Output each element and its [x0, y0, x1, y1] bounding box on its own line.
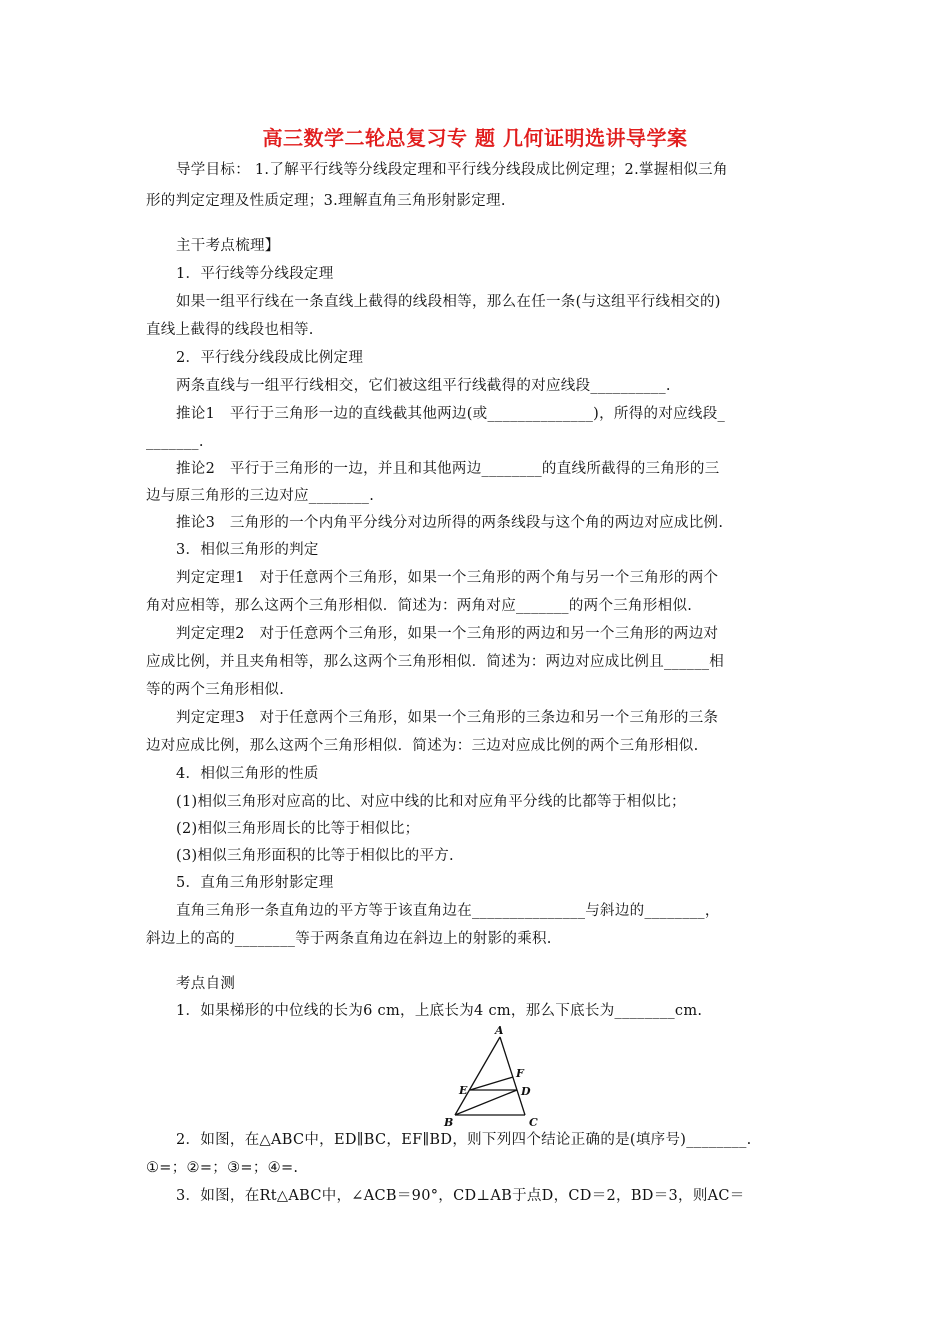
text-line: 如果一组平行线在一条直线上截得的线段相等，那么在任一条(与这组平行线相交的): [176, 294, 721, 310]
text-line: 直线上截得的线段也相等.: [146, 322, 314, 338]
text-line: _______.: [146, 434, 204, 450]
text-line: 3．相似三角形的判定: [176, 542, 319, 558]
text-line: 推论2 平行于三角形的一边，并且和其他两边________的直线所截得的三角形的三: [176, 461, 720, 477]
text-line: 形的判定定理及性质定理；3.理解直角三角形射影定理.: [146, 193, 506, 209]
text-line: 应成比例，并且夹角相等，那么这两个三角形相似．简述为：两边对应成比例且______相: [146, 654, 725, 670]
label-d: D: [521, 1085, 531, 1098]
text-line: 等的两个三角形相似.: [146, 682, 285, 698]
section-heading: 考点自测: [176, 976, 236, 992]
text-line: (3)相似三角形面积的比等于相似比的平方.: [176, 848, 454, 864]
text-line: 4．相似三角形的性质: [176, 766, 319, 782]
question-2-options: ①=；②=；③=；④=.: [146, 1160, 299, 1176]
text-line: 推论3 三角形的一个内角平分线分对边所得的两条线段与这个角的两边对应成比例.: [176, 515, 724, 531]
text-line: 两条直线与一组平行线相交，它们被这组平行线截得的对应线段__________.: [176, 378, 671, 394]
question-2: 2．如图，在△ABC中，ED∥BC，EF∥BD，则下列四个结论正确的是(填序号)________.: [176, 1132, 752, 1148]
text-line: 5．直角三角形射影定理: [176, 875, 334, 891]
label-b: B: [444, 1116, 454, 1129]
text-line: 1．平行线等分线段定理: [176, 266, 334, 282]
text-line: 2．平行线分线段成比例定理: [176, 350, 364, 366]
text-line: 导学目标： 1.了解平行线等分线段定理和平行线分线段成比例定理；2.掌握相似三角: [176, 162, 728, 178]
label-c: C: [529, 1116, 538, 1129]
text-line: 推论1 平行于三角形一边的直线截其他两边(或______________)，所得的对应线段_: [176, 406, 726, 422]
text-line: 判定定理3 对于任意两个三角形，如果一个三角形的三条边和另一个三角形的三条: [176, 710, 719, 726]
text-line: 直角三角形一条直角边的平方等于该直角边在_______________与斜边的________，: [176, 903, 720, 919]
text-line: (2)相似三角形周长的比等于相似比；: [176, 821, 420, 837]
triangle-figure: [436, 1024, 552, 1130]
label-a: A: [495, 1024, 504, 1037]
text-line: 边对应成比例，那么这两个三角形相似．简述为：三边对应成比例的两个三角形相似.: [146, 738, 699, 754]
page-title: 高三数学二轮总复习专 题 几何证明选讲导学案: [262, 126, 688, 150]
section-heading: 主干考点梳理】: [176, 238, 280, 254]
question-3: 3．如图，在Rt△ABC中，∠ACB＝90°，CD⊥AB于点D，CD＝2，BD＝3，则AC＝: [176, 1188, 745, 1204]
text-line: 判定定理1 对于任意两个三角形，如果一个三角形的两个角与另一个三角形的两个: [176, 570, 719, 586]
text-line: 斜边上的高的________等于两条直角边在斜边上的射影的乘积.: [146, 931, 552, 947]
label-f: F: [516, 1067, 524, 1080]
label-e: E: [459, 1084, 468, 1097]
text-line: (1)相似三角形对应高的比、对应中线的比和对应角平分线的比都等于相似比；: [176, 794, 686, 810]
text-line: 边与原三角形的三边对应________.: [146, 488, 375, 504]
text-line: 判定定理2 对于任意两个三角形，如果一个三角形的两边和另一个三角形的两边对: [176, 626, 719, 642]
text-line: 角对应相等，那么这两个三角形相似．简述为：两角对应_______的两个三角形相似.: [146, 598, 693, 614]
question-1: 1．如果梯形的中位线的长为6 cm，上底长为4 cm，那么下底长为________cm.: [176, 1003, 703, 1019]
